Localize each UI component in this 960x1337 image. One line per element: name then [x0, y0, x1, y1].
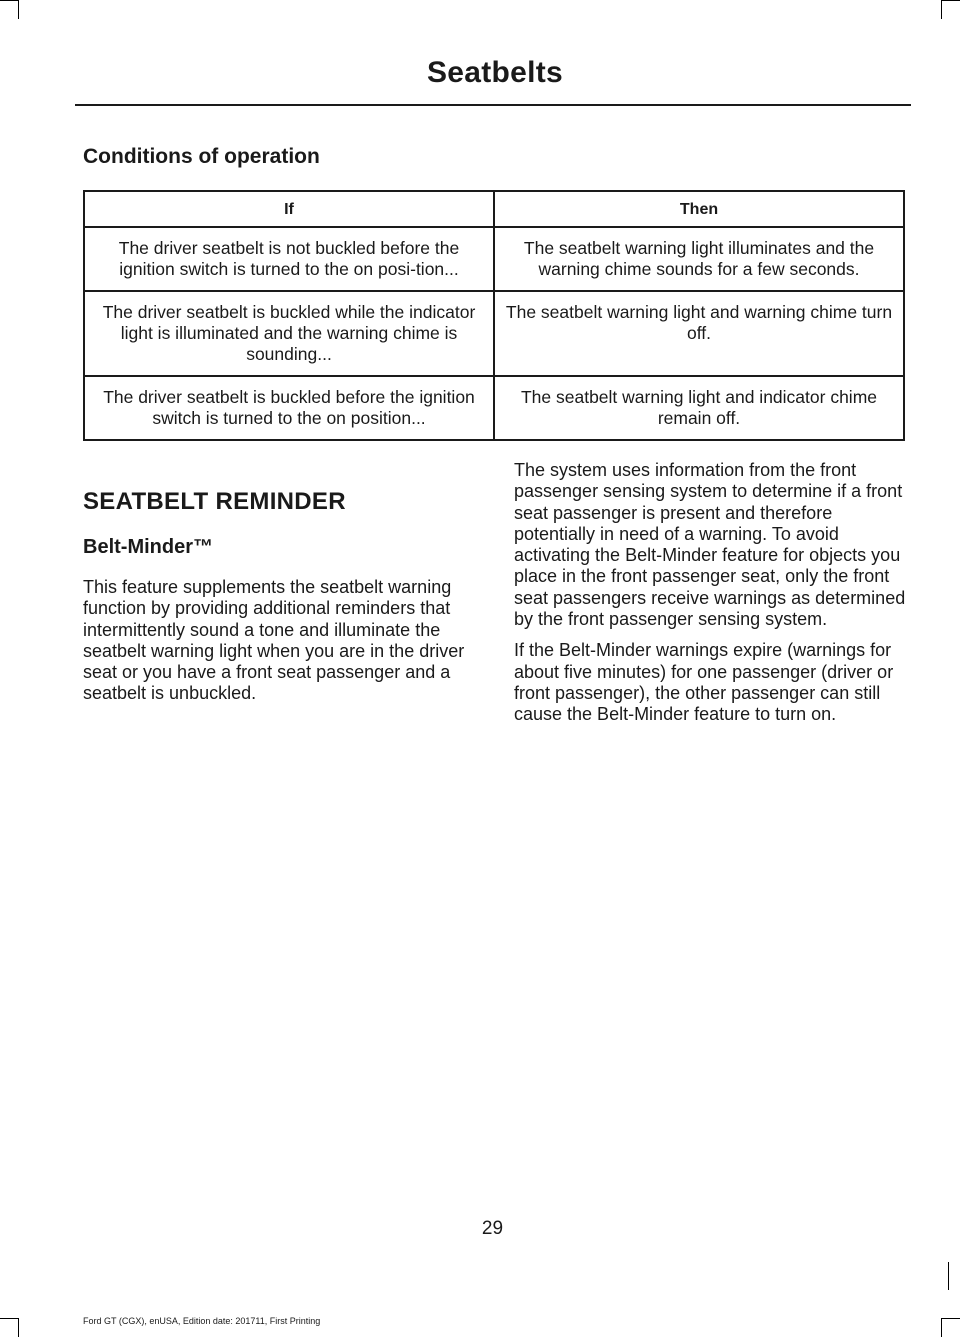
crop-mark	[941, 1318, 942, 1337]
crop-mark	[948, 1262, 949, 1290]
paragraph: This feature supplements the seatbelt warning function by providing additional reminders that intermittently sound a tone and illuminate the seatbelt warning light when you are in the driver seat or you have a front seat passenger and a seatbelt is unbuckled.	[83, 577, 465, 704]
paragraph: If the Belt-Minder warnings expire (warnings for about five minutes) for one passenger (driver or front passenger), the other passenger can still cause the Belt-Minder feature to turn on.	[514, 640, 894, 725]
table-cell-then: The seatbelt warning light and indicator chime remain off.	[494, 376, 904, 440]
table-row	[84, 227, 904, 291]
table-row	[84, 376, 904, 440]
belt-minder-subheading: Belt-Minder™	[83, 536, 213, 558]
section-heading: Conditions of operation	[83, 145, 320, 168]
crop-mark	[18, 0, 19, 19]
table-cell-if: The driver seatbelt is not buckled before the ignition switch is turned to the on posi-tion...	[84, 227, 494, 291]
edition-footer: Ford GT (CGX), enUSA, Edition date: 201711, First Printing	[83, 1316, 321, 1326]
paragraph: The system uses information from the front passenger sensing system to determine if a front seat passenger is present and therefore potentially in need of a warning. To avoid activating the Belt-Minder feature for objects you place in the front passenger seat, only the front seat passengers receive warnings as determined by the front passenger sensing system.	[514, 460, 906, 630]
crop-mark	[941, 1318, 960, 1319]
table-header-row	[84, 191, 904, 227]
column-header-then: Then	[494, 191, 904, 227]
table-cell-then: The seatbelt warning light and warning chime turn off.	[494, 291, 904, 376]
crop-mark	[0, 1318, 19, 1319]
column-header-if: If	[84, 191, 494, 227]
right-column	[514, 460, 909, 736]
table-cell-if: The driver seatbelt is buckled while the indicator light is illuminated and the warning chime is sounding...	[84, 291, 494, 376]
page-number: 29	[481, 1218, 504, 1239]
reminder-heading: SEATBELT REMINDER	[83, 488, 346, 515]
crop-mark	[941, 0, 942, 19]
crop-mark	[18, 1318, 19, 1337]
crop-mark	[0, 0, 19, 1]
conditions-table	[83, 190, 905, 441]
table-row	[84, 291, 904, 376]
header-rule	[75, 104, 911, 106]
crop-mark	[941, 0, 960, 1]
table-cell-if: The driver seatbelt is buckled before the ignition switch is turned to the on position...	[84, 376, 494, 440]
table-cell-then: The seatbelt warning light illuminates and the warning chime sounds for a few seconds.	[494, 227, 904, 291]
left-column	[83, 488, 483, 715]
page-title: Seatbelts	[426, 56, 564, 89]
